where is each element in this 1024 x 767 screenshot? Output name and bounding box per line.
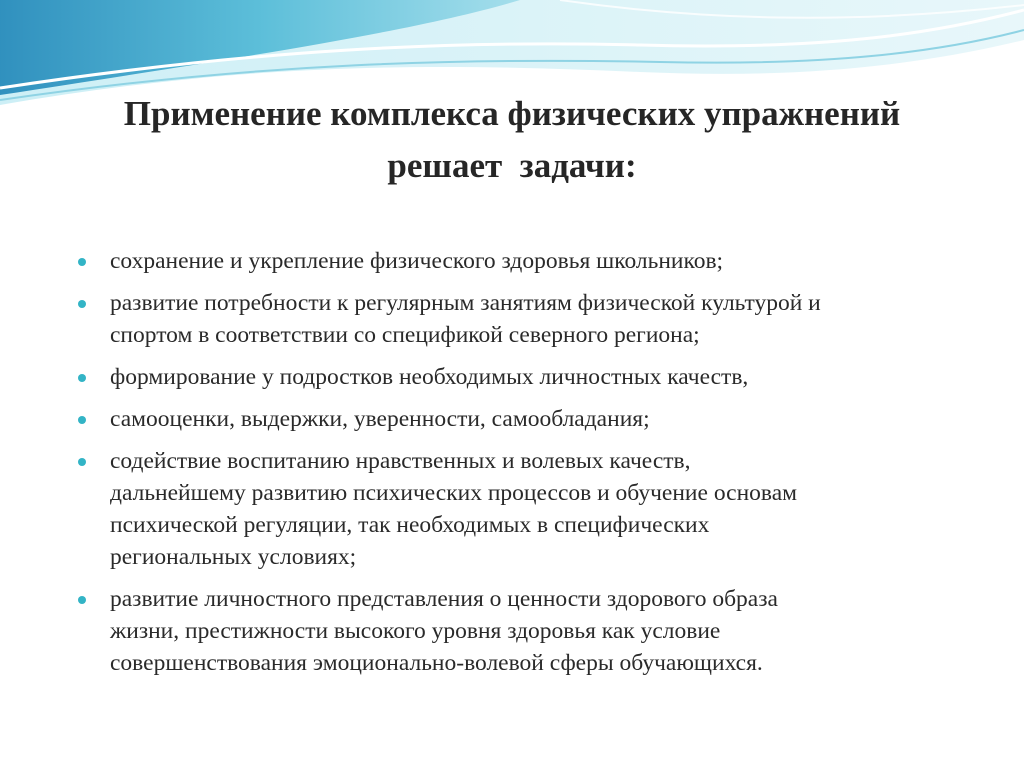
list-item [78, 403, 988, 435]
bullet-icon [78, 374, 86, 382]
list-item-text: спортом в соответствии со спецификой северного региона; [110, 322, 700, 348]
list-item-text: развитие потребности к регулярным занятиям физической культурой и [110, 290, 821, 316]
page-title [60, 88, 964, 192]
list-item-text: содействие воспитанию нравственных и волевых качеств, [110, 448, 691, 474]
title-line-1: Применение комплекса физических упражнений [123, 94, 901, 133]
bullet-icon [78, 596, 86, 604]
list-item-text: самооценки, выдержки, уверенности, самообладания; [110, 406, 650, 432]
list-item [78, 445, 988, 573]
bullet-icon [78, 258, 86, 266]
list-item-text: психической регуляции, так необходимых в специфических [110, 512, 710, 538]
bullet-icon [78, 458, 86, 466]
bullet-icon [78, 416, 86, 424]
title-line-2: решает задачи: [387, 146, 637, 185]
list-item [78, 287, 988, 351]
list-item [78, 583, 988, 679]
list-item [78, 245, 988, 277]
list-item-text: развитие личностного представления о ценности здорового образа [110, 586, 778, 612]
list-item-text: региональных условиях; [110, 544, 357, 570]
list-item-text: сохранение и укрепление физического здоровья школьников; [110, 248, 724, 274]
list-item-text: совершенствования эмоционально-волевой сферы обучающихся. [110, 650, 763, 676]
list-item-text: формирование у подростков необходимых личностных качеств, [110, 364, 749, 390]
list-item-text: жизни, престижности высокого уровня здоровья как условие [110, 618, 721, 644]
list-item-text: дальнейшему развитию психических процессов и обучение основам [110, 480, 797, 506]
bullet-icon [78, 300, 86, 308]
task-list [78, 245, 988, 689]
list-item [78, 361, 988, 393]
